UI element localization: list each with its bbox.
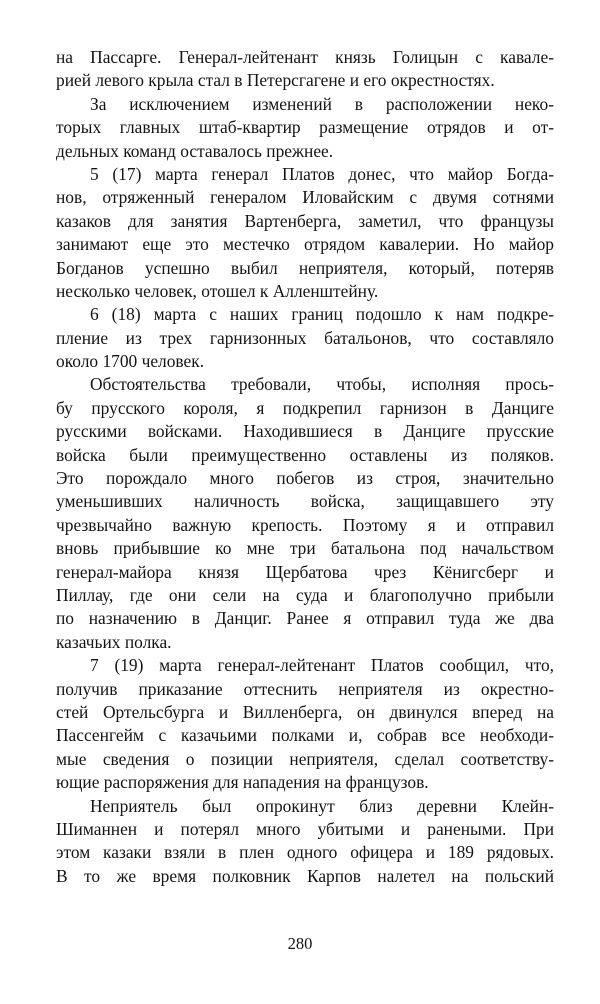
text-line: русскими войсками. Находившиеся в Данциге прусские — [56, 421, 554, 442]
text-line: чрезвычайно важную крепость. Поэтому я и отправил — [56, 514, 554, 535]
paragraph-first-line: 7 (19) марта генерал-лейтенант Платов сообщил, что, — [90, 655, 554, 676]
text-line: этом казаки взяли в плен одного офицера и 189 рядовых. — [56, 842, 554, 863]
text-line: казаков для занятия Вартенберга, заметил, что французы — [56, 210, 554, 231]
paragraph-last-line: несколько человек, отошел к Алленштейну. — [56, 280, 379, 301]
text-line: по назначению в Данциг. Ранее я отправил туда же два — [56, 608, 554, 629]
text-line: войска были преимущественно оставлены из поляков. — [56, 444, 554, 465]
paragraph-first-line: За исключением изменений в расположении неко- — [90, 93, 554, 114]
paragraph-first-line: Обстоятельства требовали, чтобы, исполняя прось- — [90, 374, 554, 395]
paragraph-first-line: Неприятель был опрокинут близ деревни Клейн- — [90, 795, 554, 816]
text-line: занимают еще это местечко отрядом кавалерии. Но майор — [56, 234, 554, 255]
text-line: генерал-майора князя Щербатова чрез Кёнигсберг и — [56, 561, 554, 582]
text-line: рией левого крыла стал в Петерсгагене и его окрестностях. — [56, 70, 495, 91]
text-line: получив приказание оттеснить неприятеля из окрестно- — [56, 678, 554, 699]
text-line: бу прусского короля, я подкрепил гарнизон в Данциге — [56, 397, 554, 418]
page-number: 280 — [287, 934, 313, 953]
text-line: Богданов успешно выбил неприятеля, который, потеряв — [56, 257, 554, 278]
text-line: В то же время полковник Карпов налетел на польский — [56, 865, 554, 886]
text-line: уменьшивших наличность войска, защищавшего эту — [56, 491, 554, 512]
paragraph-first-line: 6 (18) марта с наших границ подошло к нам подкре- — [90, 304, 554, 325]
text-line: Это порождало много побегов из строя, значительно — [56, 468, 554, 489]
paragraph-last-line: около 1700 человек. — [56, 351, 205, 372]
paragraph-last-line: дельных команд оставалось прежнее. — [56, 140, 334, 161]
text-line: пление из трех гарнизонных батальонов, что составляло — [56, 327, 554, 348]
text-line: мые сведения о позиции неприятеля, сделал соответству- — [56, 748, 554, 769]
text-line: стей Ортельсбурга и Вилленберга, он двинулся вперед на — [56, 701, 554, 722]
text-line: Пиллау, где они сели на суда и благополучно прибыли — [56, 584, 554, 605]
text-line: Шиманнен и потерял много убитыми и ранеными. При — [56, 818, 554, 839]
text-line: торых главных штаб-квартир размещение отрядов и от- — [56, 117, 554, 138]
text-line: нов, отряженный генералом Иловайским с двумя сотнями — [56, 187, 554, 208]
paragraph-last-line: ющие распоряжения для нападения на французов. — [56, 772, 429, 793]
body-text — [56, 46, 554, 888]
paragraph-first-line: 5 (17) марта генерал Платов донес, что майор Богда- — [90, 163, 554, 184]
text-line: вновь прибывшие ко мне три батальона под начальством — [56, 538, 554, 559]
paragraph-last-line: казачьих полка. — [56, 631, 172, 652]
text-line: на Пассарге. Генерал-лейтенант князь Голицын с кавале- — [56, 47, 554, 67]
text-line: Пассенгейм с казачьими полками и, собрав все необходи- — [56, 725, 554, 746]
